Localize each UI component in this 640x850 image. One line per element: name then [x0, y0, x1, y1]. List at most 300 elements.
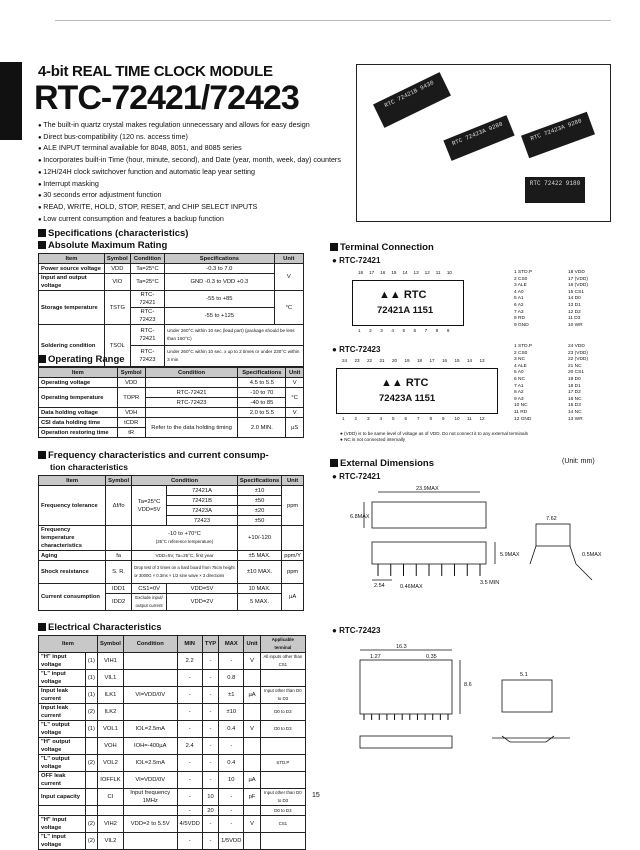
pin-list-right	[568, 344, 588, 423]
col-header: Condition	[123, 636, 177, 653]
pin-number: 4	[379, 416, 383, 421]
cell: (2)	[85, 816, 97, 833]
pin-number: 10	[446, 270, 452, 275]
col-header: MIN	[177, 636, 202, 653]
cell: (2)	[85, 833, 97, 850]
cell: 5 MAX.	[237, 594, 281, 611]
operating-range-heading: Operating Range	[38, 354, 125, 365]
feature-item: ● READ, WRITE, HOLD, STOP, RESET, and CHIP SELECT INPUTS	[38, 202, 338, 214]
cell	[244, 833, 260, 850]
cell: STD.P	[260, 755, 305, 772]
cell: TSTG	[104, 291, 130, 325]
pin-number: 13	[479, 358, 485, 363]
cell: VIO	[104, 274, 130, 291]
package-brand: ▲▲ RTC	[381, 377, 429, 389]
feature-item: ● Incorporates built-in Time (hour, minute, second), and Date (year, month, week, day) counters	[38, 155, 338, 167]
cell: -	[202, 670, 218, 687]
cell: -10 to 70	[238, 388, 286, 398]
label-text: RTC-72421	[339, 256, 381, 265]
pin-number: 17	[369, 270, 375, 275]
table-row	[39, 721, 306, 738]
cell	[123, 704, 177, 721]
cell: -	[202, 721, 218, 738]
feature-item: ● The built-in quartz crystal makes regulation unnecessary and allows for easy design	[38, 120, 338, 132]
pin-assignment: 16 (VDD)	[568, 283, 588, 289]
label-text: RTC-72423	[339, 626, 381, 635]
pin-number: 21	[379, 358, 385, 363]
cell	[39, 806, 86, 816]
dim-length: 16.3	[396, 644, 407, 650]
pin-number: 3	[367, 416, 370, 421]
terminal-label-72421: ● RTC-72421	[332, 256, 381, 265]
pin-list-left	[514, 270, 532, 329]
pin-number: 7	[417, 416, 420, 421]
cell: VIH1	[97, 653, 123, 670]
cell	[260, 772, 305, 789]
cell: Operating voltage	[39, 378, 118, 388]
pin-assignment: 3 ALE	[514, 283, 527, 289]
cell	[123, 653, 177, 670]
frequency-table	[38, 475, 304, 611]
cell: -	[177, 833, 202, 850]
cell: VDD	[104, 264, 130, 274]
note-text: (VDD) is to be same level of voltage as of VDD. Do not connect it to any external terminals	[344, 431, 528, 436]
cell: -	[177, 721, 202, 738]
cell: V	[244, 816, 260, 833]
cell: -	[219, 653, 244, 670]
cell	[85, 789, 97, 806]
pin-number: 20	[392, 358, 398, 363]
pin-assignment: 15 CS1	[568, 289, 584, 295]
cell: CSI data holding time	[39, 418, 118, 428]
feature-item: ● 12H/24H clock switchover function and automatic leap year setting	[38, 167, 338, 179]
cell	[244, 806, 260, 816]
pinout-72421	[340, 270, 490, 336]
cell: "H" input voltage	[39, 653, 86, 670]
cell: ILK1	[97, 687, 123, 704]
dimension-label-72423: ● RTC-72423	[332, 626, 381, 635]
table-row	[39, 806, 306, 816]
pin-assignment: 4 ALE	[514, 363, 527, 369]
cell: Ta=25°C	[130, 264, 164, 274]
dim-width: 8.6	[464, 682, 472, 688]
pin-assignment: 7 A3	[514, 309, 524, 315]
col-header: Unit	[274, 254, 303, 264]
cell: (2)	[85, 755, 97, 772]
cell: ppm	[282, 561, 304, 584]
external-dimensions-heading: External Dimensions	[330, 458, 434, 469]
package-end-view	[536, 524, 570, 546]
label-text: RTC-72423	[339, 345, 381, 354]
cell: 4/5VDD	[177, 816, 202, 833]
pin-assignment: 19 D0	[568, 376, 581, 382]
col-header: Specifications	[238, 368, 286, 378]
cell: RTC-72421	[130, 291, 164, 308]
cell: Δf/fo	[106, 486, 132, 526]
cell: IOL=2.5mA	[123, 721, 177, 738]
cell: Ta=25°C	[130, 274, 164, 291]
chip-image	[525, 177, 585, 203]
cell: -	[177, 704, 202, 721]
cell: Soldering condition	[39, 325, 105, 367]
dim-lead: 0.35	[426, 654, 437, 660]
col-header: Specifications	[237, 476, 281, 486]
cell: "L" input voltage	[39, 833, 86, 850]
cell: Under 260°C within 10 sec. x up to 2 times or under 230°C within 3 min	[165, 346, 304, 367]
cell: Operating temperature	[39, 388, 118, 408]
cell: TSOL	[104, 325, 130, 367]
dim-side-lead: 0.5MAX	[582, 552, 602, 558]
pin-number: 17	[429, 358, 435, 363]
table-row	[39, 704, 306, 721]
pin-number: 5	[392, 416, 395, 421]
col-header: Unit	[286, 368, 304, 378]
dim-pitch: 2.54	[374, 583, 385, 589]
cell: Power source voltage	[39, 264, 105, 274]
specifications-heading: Specifications (characteristics)	[38, 228, 188, 239]
pin-number: 3	[380, 328, 383, 333]
cell: -	[177, 670, 202, 687]
col-header: TYP	[202, 636, 218, 653]
cell: (1)	[85, 721, 97, 738]
col-header: Unit	[282, 476, 304, 486]
cell: ±5 MAX.	[237, 551, 281, 561]
terminal-label-72423: ● RTC-72423	[332, 345, 381, 354]
product-photo	[356, 64, 611, 222]
pin-number: 6	[413, 328, 417, 333]
package-side-view	[360, 736, 452, 748]
pin-assignment: 7 A1	[514, 383, 524, 389]
cell: VIL2	[97, 833, 123, 850]
cell: RTC-72423	[130, 308, 164, 325]
package-end-view	[502, 680, 552, 712]
cell: (2)	[85, 704, 97, 721]
cell: VIH2	[97, 816, 123, 833]
cell: "H" output voltage	[39, 738, 86, 755]
cell: OFF leak current	[39, 772, 86, 789]
pin-number: 6	[404, 416, 408, 421]
cell: TOPR	[117, 388, 145, 408]
pin-list-right	[568, 270, 588, 329]
cell	[244, 704, 260, 721]
cell: °C	[274, 291, 303, 325]
cell	[260, 833, 305, 850]
feature-list	[38, 120, 341, 225]
cell: CS1=0V	[132, 584, 167, 594]
note-text: NC is not connected internally	[344, 437, 406, 442]
cell	[85, 738, 97, 755]
pin-assignment: 9 A3	[514, 396, 524, 402]
pin-number: 2	[354, 416, 358, 421]
table-row	[39, 833, 306, 850]
terminal-note	[340, 431, 610, 443]
cell	[244, 670, 260, 687]
table-row	[39, 738, 306, 755]
dim-side: 7.62	[546, 516, 557, 522]
pin-number: 14	[402, 270, 408, 275]
pin-assignment: 8 A2	[514, 390, 524, 396]
pin-number: 4	[391, 328, 394, 333]
cell: CS1	[260, 816, 305, 833]
cell: -	[202, 653, 218, 670]
frequency-heading: Frequency characteristics and current consump-	[38, 450, 269, 461]
dimension-label-72421: ● RTC-72421	[332, 472, 381, 481]
page-subtitle: 4-bit REAL TIME CLOCK MODULE	[38, 63, 273, 80]
cell	[145, 378, 238, 388]
cell: VI=VDD/0V	[123, 687, 177, 704]
cell: -	[202, 738, 218, 755]
electrical-table	[38, 635, 306, 850]
col-header: Item	[39, 636, 98, 653]
pin-assignment: 12 D2	[568, 309, 581, 315]
pin-assignment: 20 CS1	[568, 370, 584, 376]
cell: "L" output voltage	[39, 721, 86, 738]
pin-number: 12	[479, 416, 485, 421]
dimension-drawing-72421	[330, 484, 620, 604]
pin-number: 8	[429, 416, 433, 421]
cell: Under 260°C within 10 sec (lead part) (package should be less than 150°C)	[165, 325, 304, 346]
cell: RTC-72421	[145, 388, 238, 398]
section-tab-mark	[0, 62, 22, 140]
cell	[260, 670, 305, 687]
pin-assignment: 17 D2	[568, 390, 581, 396]
cell: 0.4	[219, 721, 244, 738]
cell: Shock resistance	[39, 561, 106, 584]
cell: -	[202, 833, 218, 850]
cell: -	[202, 755, 218, 772]
cell: -	[177, 772, 202, 789]
chip-image	[443, 115, 514, 161]
cell: Data holding voltage	[39, 408, 118, 418]
cell: V	[286, 378, 304, 388]
pin-number: 24	[342, 358, 348, 363]
chip-marking: RTC 72423A 9280	[450, 120, 504, 148]
note-line: ● NC is not connected internally	[340, 437, 406, 442]
pin-assignment: 16 NC	[568, 396, 582, 402]
cell: tCDR	[117, 418, 145, 428]
package-brand: ▲▲ RTC	[379, 289, 427, 301]
pin-assignment: 2 CS0	[514, 276, 528, 282]
cell: µA	[244, 687, 260, 704]
cell: ILK2	[97, 704, 123, 721]
pin-assignment: 11 D3	[568, 316, 581, 322]
cell: 2.0 to 5.5	[238, 408, 286, 418]
cell: ppm/Y	[282, 551, 304, 561]
terminal-heading: Terminal Connection	[330, 242, 434, 253]
cell: V	[286, 408, 304, 418]
label-text: RTC-72421	[339, 472, 381, 481]
note-line: ● (VDD) is to be same level of voltage as of VDD. Do not connect it to any external terminals	[340, 431, 528, 436]
cell	[123, 806, 177, 816]
chip-image	[521, 112, 595, 158]
cell: 4.5 to 5.5	[238, 378, 286, 388]
chip-marking: RTC 72423A 9280	[529, 117, 583, 143]
feature-item: ● Direct bus-compatibility (120 ns. access time)	[38, 132, 338, 144]
cell: RTC-72421	[130, 325, 164, 346]
cell: RTC-72423	[145, 398, 238, 408]
cell: VI=VDD/0V	[123, 772, 177, 789]
cell: µA	[244, 772, 260, 789]
pinout-72423	[330, 358, 505, 424]
cell: -	[177, 806, 202, 816]
pin-number: 15	[454, 358, 460, 363]
frequency-heading-cont: tion characteristics	[50, 462, 128, 472]
dim-length: 23.9MAX	[416, 486, 439, 492]
page-title: RTC-72421/72423	[34, 79, 299, 117]
cell: -	[202, 772, 218, 789]
operating-range-table	[38, 367, 304, 438]
cell	[145, 408, 238, 418]
abs-max-heading: Absolute Maximum Rating	[38, 240, 167, 251]
cell: ±1	[219, 687, 244, 704]
cell: Refer to the data holding timing	[145, 418, 238, 438]
col-header: MAX	[219, 636, 244, 653]
cell: V	[244, 653, 260, 670]
cell: RTC-72423	[130, 346, 164, 367]
pin-list-left	[514, 344, 532, 423]
pin-number: 11	[467, 416, 472, 421]
cell: VDD=2 to 5.5V	[123, 816, 177, 833]
cell: -	[202, 687, 218, 704]
table-row	[39, 687, 306, 704]
cell: IDD2	[106, 594, 132, 611]
pin-assignment: 21 NC	[568, 363, 582, 369]
cell: Input capacity	[39, 789, 86, 806]
cell: -	[177, 687, 202, 704]
col-header: Symbol	[104, 254, 130, 264]
pin-number: 16	[380, 270, 386, 275]
cell: Drop test of 3 times on a hard board from 75cm height or 3000G × 0.3ms × 1/2 sine wave × 3 directions	[132, 561, 238, 584]
cell: Current consumption	[39, 584, 106, 611]
pin-number: 18	[358, 270, 364, 275]
pin-assignment: 18 D1	[568, 383, 581, 389]
cell	[244, 738, 260, 755]
cell: Input frequency 1MHz	[123, 789, 177, 806]
cell: S. R.	[106, 561, 132, 584]
pin-assignment: 13 WR	[568, 416, 583, 422]
header-rule	[55, 20, 611, 21]
cell: VOL2	[97, 755, 123, 772]
col-header: Symbol	[117, 368, 145, 378]
cell: Operation restoring time	[39, 428, 118, 438]
pin-assignment: 5 A1	[514, 296, 524, 302]
pin-assignment: 14 D0	[568, 296, 581, 302]
cell: VDH	[117, 408, 145, 418]
table-row	[39, 772, 306, 789]
pin-number: 18	[417, 358, 423, 363]
cell: pF	[244, 789, 260, 806]
cell: VOL1	[97, 721, 123, 738]
pin-assignment: 1 STD.P	[514, 344, 533, 349]
pin-number: 10	[454, 416, 460, 421]
cell: (1)	[85, 687, 97, 704]
pin-assignment: 5 A0	[514, 370, 524, 376]
pin-number: 12	[424, 270, 430, 275]
cell: Storage temperature	[39, 291, 105, 325]
cell: "H" input voltage	[39, 816, 86, 833]
pin-number: 1	[342, 416, 345, 421]
cell: 2.4	[177, 738, 202, 755]
dim-lead: 0.46MAX	[400, 584, 423, 590]
cell: 72423A	[167, 506, 238, 516]
cell: -	[177, 755, 202, 772]
cell: D0 to D3	[260, 704, 305, 721]
cell: IOH=-400µA	[123, 738, 177, 755]
cell: tR	[117, 428, 145, 438]
package-code: 72421A 1151	[377, 305, 434, 316]
pin-assignment: 2 CS0	[514, 350, 528, 356]
cell	[123, 833, 177, 850]
pin-assignment: 17 (VDD)	[568, 276, 588, 282]
feature-item: ● Interrupt masking	[38, 179, 338, 191]
cell: 10	[202, 789, 218, 806]
cell: -	[177, 789, 202, 806]
cell: Frequency tolerance	[39, 486, 106, 526]
pin-number: 1	[358, 328, 361, 333]
brand-text: RTC	[405, 377, 429, 389]
pin-assignment: 10 WR	[568, 322, 583, 328]
col-header: Symbol	[106, 476, 132, 486]
cell: 2.2	[177, 653, 202, 670]
cell: -0.3 to 7.0	[165, 264, 275, 274]
cell: °C	[286, 388, 304, 408]
dim-pitch: 1.27	[370, 654, 381, 660]
cell: VDD	[117, 378, 145, 388]
cell: 72421A	[167, 486, 238, 496]
cell: -55 to +125	[165, 308, 275, 325]
pin-assignment: 6 A2	[514, 302, 524, 308]
cell: GND -0.3 to VDD +0.3	[165, 274, 275, 291]
chip-image	[373, 72, 451, 128]
pin-assignment: 6 NC	[514, 376, 525, 382]
cell: Aging	[39, 551, 106, 561]
pin-number: 22	[367, 358, 373, 363]
cell: D0 to D3	[260, 721, 305, 738]
cell: VDD=2V	[167, 594, 238, 611]
package-profile	[502, 736, 554, 742]
pin-number: 16	[442, 358, 448, 363]
cell: ±10	[237, 486, 281, 496]
pin-assignment: 10 NC	[514, 403, 528, 409]
pin-assignment: 22 (VDD)	[568, 357, 588, 363]
package-outline	[336, 368, 498, 414]
cell	[244, 755, 260, 772]
cell: 10	[219, 772, 244, 789]
page-number: 15	[312, 792, 320, 799]
cell	[85, 806, 97, 816]
table-row	[39, 653, 306, 670]
pin-assignment: 13 D1	[568, 302, 581, 308]
package-code: 72423A 1151	[379, 393, 436, 404]
pin-assignment: 18 VDD	[568, 270, 585, 275]
cell: V	[244, 721, 260, 738]
pin-assignment: 1 STD.P	[514, 270, 533, 275]
chip-marking: RTC 72421B 9430	[383, 79, 435, 110]
cell: VDD=5V	[167, 584, 238, 594]
table-row	[39, 816, 306, 833]
cell: "L" output voltage	[39, 755, 86, 772]
electrical-heading: Electrical Characteristics	[38, 622, 162, 633]
cell: All inputs other than CS1	[260, 653, 305, 670]
cell	[260, 738, 305, 755]
cell: -55 to +85	[165, 291, 275, 308]
pin-assignment: 23 (VDD)	[568, 350, 588, 356]
cell: µS	[286, 418, 304, 438]
cell: 0.8	[219, 670, 244, 687]
cell: 10 MAX.	[237, 584, 281, 594]
dim-width-inner: 5.1	[520, 672, 528, 678]
col-header: Specifications	[165, 254, 275, 264]
